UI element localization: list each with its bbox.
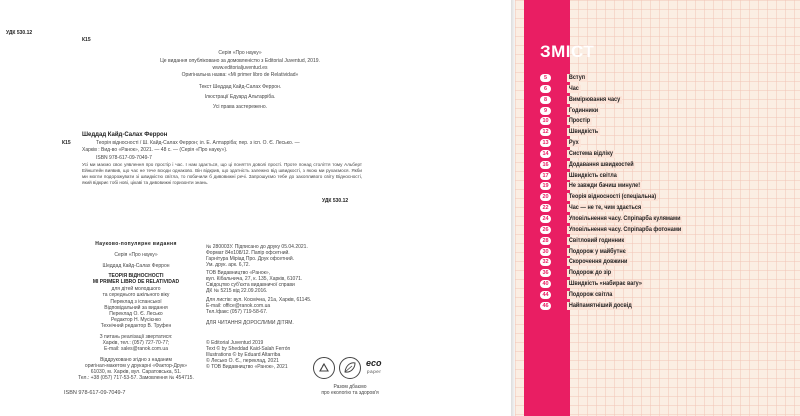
- contents-page-number: 40: [540, 280, 551, 288]
- contents-item-label: Світловий годинник: [568, 237, 625, 244]
- contents-item-label: Час: [568, 85, 579, 92]
- publisher-line-3: Свідоцтво суб'єкта видавничої справи: [206, 282, 295, 288]
- catalog-description-1: Теорія відносності / Ш. Кайд-Салах Феррон; іл. Е. Алтарріба; пер. з ісп. О. Є. Лесько. —: [96, 140, 300, 146]
- printing-line-3: 61030, м. Харків, вул. Саратовська, 51.: [90, 369, 182, 375]
- print-specs-3: Гарнітура Міріад Про. Друк офсетний.: [206, 256, 295, 262]
- printing-line-2: оригінал-макетом у друкарні «Фактор-Друк»: [84, 363, 188, 369]
- print-specs-2: Формат 84х108/12. Папір офсетний.: [206, 250, 290, 256]
- sales-contact-2: Харків, тел.: (057) 727-70-77;: [102, 340, 170, 346]
- leaf-icon: [338, 356, 362, 380]
- bottom-title-ua: ТЕОРІЯ ВІДНОСНОСТІ: [108, 273, 164, 279]
- contents-item-label: Вступ: [568, 75, 586, 81]
- contents-page-number: 6: [540, 85, 551, 93]
- mail-address: Для листів: вул. Космічна, 21а, Харків, 61145.: [206, 297, 312, 303]
- contents-item-label: Уповільнення часу. Спріпарба фотонами: [568, 226, 682, 233]
- contents-item-label: Швидкість: [568, 129, 599, 136]
- contents-item-label: Не завжди бачиш минуле!: [568, 183, 641, 190]
- contents-page-number: 44: [540, 291, 551, 299]
- text-author: Текст Шеддад Кайд-Салах Феррон.: [198, 84, 282, 90]
- contents-page-number: 30: [540, 248, 551, 256]
- mail-phone: Тел./факс (057) 719-58-67.: [206, 309, 268, 315]
- contents-item-label: Швидкість «набирає вагу»: [568, 281, 642, 288]
- publisher-line-2: вул. Кібальчича, 27, к. 135, Харків, 61071.: [206, 276, 303, 282]
- copyright-1: © Editorial Juventud 2019: [206, 340, 264, 346]
- bottom-title-es: MI PRIMER LIBRO DE RELATIVIDAD: [92, 279, 180, 285]
- copyright-4: © Лесько О. Є., переклад, 2021: [206, 358, 279, 364]
- original-title: Оригінальна назва: «Mi primer libro de Relatividad»: [181, 72, 299, 78]
- translated-from: Переклад з іспанської: [110, 299, 162, 305]
- contents-item-label: Теорія відносності (спеціальна): [568, 194, 657, 201]
- illustrator: Ілюстрації Едуард Альтарріба.: [204, 94, 276, 100]
- udk-code: УДК 530.12: [6, 30, 33, 36]
- contents-page-number: 9: [540, 107, 551, 115]
- reading-note: ДЛЯ ЧИТАННЯ ДОРОСЛИМИ ДІТЯМ.: [206, 320, 294, 326]
- eco-badge-subtext: paper: [367, 369, 382, 374]
- contents-item-label: Найпамятніший досвід: [568, 302, 632, 309]
- contents-page-number: 26: [540, 226, 551, 234]
- publisher-site: www.editorialjuventud.es: [212, 65, 268, 71]
- catalog-author: Шеддад Кайд-Салах Феррон: [82, 132, 168, 138]
- contents-item-label: Система відліку: [568, 150, 613, 157]
- copyright-3: Illustrations © by Eduard Altarriba: [206, 352, 281, 358]
- contents-item-label: Додавання швидкостей: [568, 161, 634, 168]
- contents-item-label: Вимірювання часу: [568, 96, 621, 103]
- contents-page-number: 16: [540, 161, 551, 169]
- publisher-line-4: ДК № 5215 від 22.09.2016.: [206, 288, 268, 294]
- copyright-2: Text © by Sheddad Kaid-Salah Ferrón: [206, 346, 291, 352]
- eco-slogan-2: про екологію та здоров'я: [321, 390, 379, 396]
- contents-page-number: 24: [540, 215, 551, 223]
- eco-paper-badge: [364, 356, 388, 380]
- contents-item-label: Уповільнення часу. Спріпарба кулямами: [568, 215, 681, 222]
- author-mark: К15: [82, 37, 91, 43]
- printing-line-4: Тел.: +38 (057) 717-53-57. Замовлення № 454715.: [78, 375, 194, 381]
- catalog-abstract: Усі ми маємо своє уявлення про простір і час. І нам здається, що ці поняття доволі прості. Проте понад століття тому Альберт Ейнштейн виявив, що час не тече всюди однаково. Він відкрив, що здатність залежно від швидкості, з якою ми рухаємося. Якби ми могли подорожувати зі швидкістю світла, то побачили б дивовижні речі. Запрошуємо тебе до захопливого світу Відносності, який відкриє тобі нові, цікаві та дивовижні горизонти знань.: [82, 162, 362, 185]
- contents-item-label: Простір: [568, 118, 591, 125]
- contents-page-number: 22: [540, 204, 551, 212]
- mail-email: E-mail: office@ranok.com.ua: [206, 303, 271, 309]
- contents-item-label: Подорож у майбутнє: [568, 248, 626, 255]
- contents-page-number: 46: [540, 302, 551, 310]
- contents-page-number: 13: [540, 139, 551, 147]
- eco-slogan-1: Разом дбаємо: [333, 384, 367, 390]
- contents-page-number: 17: [540, 172, 551, 180]
- catalog-udk: УДК 530.12: [322, 198, 349, 204]
- eco-badge-text: eco: [366, 358, 382, 368]
- rights-notice: Усі права застережено.: [212, 104, 268, 110]
- publication-agreement: Це видання опубліковано за домовленістю з Editorial Juventud, 2019.: [160, 58, 320, 64]
- bottom-isbn: ISBN 978-617-09-7049-7: [64, 390, 126, 396]
- print-specs-1: № 280003У. Підписано до друку 05.04.2021.: [206, 244, 308, 250]
- contents-item-label: Скорочення довжини: [568, 259, 628, 266]
- sales-contact-3: Е-mail: sales@ranok.com.ua: [104, 346, 168, 352]
- genre-label: Науково-популярне видання: [95, 241, 177, 247]
- responsible-person: Відповідальний за видання: [104, 305, 168, 311]
- tech-editor-credit: Технічний редактор В. Труфен: [100, 323, 172, 329]
- contents-item-label: Швидкість світла: [568, 172, 617, 179]
- contents-page-number: 32: [540, 258, 551, 266]
- recycle-icon: [312, 356, 336, 380]
- contents-page-number: 14: [540, 150, 551, 158]
- audience-line-2: та середнього шкільного віку: [102, 292, 170, 298]
- contents-item-label: Годинники: [568, 107, 599, 114]
- contents-page-number: 8: [540, 96, 551, 104]
- audience-line-1: для дітей молодшого: [111, 286, 161, 292]
- contents-title: ЗМІСТ: [540, 42, 595, 61]
- editor-credit: Редактор Н. Мусієнко: [111, 317, 161, 323]
- contents-page-number: 36: [540, 269, 551, 277]
- print-specs-4: Ум. друк. арк. 6,72.: [206, 262, 250, 268]
- contents-page-number: 5: [540, 74, 551, 82]
- catalog-description-2: Харків : Вид-во «Ранок», 2021. — 48 с. — (Серія «Про науку»).: [82, 147, 228, 153]
- contents-item-label: Час — не те, чим здається: [568, 205, 642, 212]
- series-label: Серія «Про науку»: [114, 252, 158, 258]
- contents-page-number: 28: [540, 237, 551, 245]
- contents-page-number: 19: [540, 182, 551, 190]
- contents-item-label: Рух: [568, 140, 579, 147]
- translator-credit: Переклад О. Є. Лесько: [109, 311, 163, 317]
- bottom-author: Шеддад Кайд-Салах Феррон: [102, 263, 170, 269]
- catalog-mark: К15: [62, 140, 71, 146]
- contents-item-label: Подорож світла: [568, 291, 613, 298]
- contents-item-label: Подорож до зір: [568, 270, 612, 277]
- copyright-5: © ТОВ Видавництво «Ранок», 2021: [206, 364, 288, 370]
- series-name: Серія «Про науку»: [218, 50, 262, 56]
- contents-page-number: 10: [540, 117, 551, 125]
- sales-contact-1: З питань реалізації звертатися:: [99, 334, 173, 340]
- printing-line-1: Віддруковано згідно з наданим: [100, 357, 172, 363]
- contents-page-number: 12: [540, 128, 551, 136]
- catalog-isbn: ISBN 978-617-09-7049-7: [96, 155, 152, 161]
- publisher-line-1: ТОВ Видавництво «Ранок»,: [206, 270, 271, 276]
- contents-page-number: 20: [540, 193, 551, 201]
